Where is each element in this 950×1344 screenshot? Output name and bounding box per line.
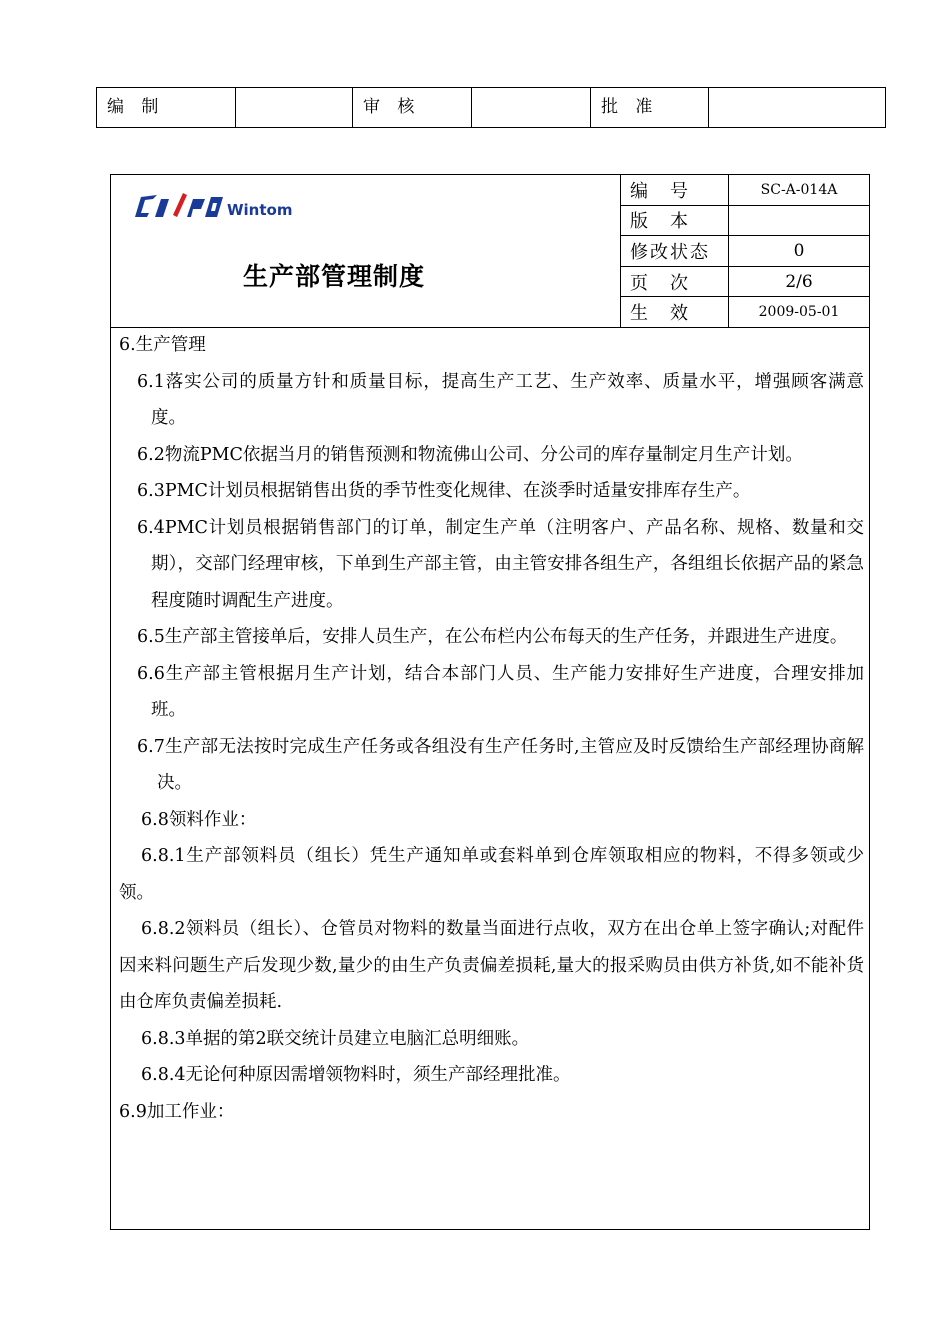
paragraph-6-8-4: 6.8.4无论何种原因需增领物料时，须生产部经理批准。 — [141, 1065, 571, 1085]
paragraph-6-8: 6.8领料作业： — [141, 809, 257, 830]
document-title: 生产部管理制度 — [243, 262, 426, 291]
meta-label-effective: 生 效 — [621, 297, 729, 327]
paragraph-6-8-2: 6.8.2领料员（组长）、仓管员对物料的数量当面进行点收，双方在出仓单上签字确认;对配件因来料问题生产后发现少数,量少的由生产负责偏差损耗,量大的报采购员由供方补货,如不能补货由仓库负责偏差损耗. — [119, 919, 864, 1012]
paragraph-6-8-1: 6.8.1生产部领料员（组长）凭生产通知单或套料单到仓库领取相应的物料，不得多领或少领。 — [119, 846, 864, 903]
approval-table — [96, 87, 886, 128]
approve-label: 批 准 — [591, 88, 709, 128]
meta-label-version: 版 本 — [621, 205, 729, 236]
meta-value-effective: 2009-05-01 — [729, 297, 870, 327]
meta-value-version — [729, 205, 870, 236]
compile-label: 编 制 — [97, 88, 236, 128]
meta-label-number: 编 号 — [621, 175, 729, 205]
meta-label-page: 页 次 — [621, 266, 729, 297]
document-header — [111, 175, 869, 328]
paragraph-6-5: 6.5生产部主管接单后，安排人员生产，在公布栏内公布每天的生产任务，并跟进生产进度。 — [137, 627, 848, 647]
paragraph-6-7: 6.7生产部无法按时完成生产任务或各组没有生产任务时,主管应及时反馈给生产部经理协商解决。 — [137, 736, 864, 793]
company-logo — [127, 187, 307, 227]
document-meta-table — [620, 175, 869, 327]
meta-label-revision: 修改状态 — [621, 236, 729, 267]
meta-value-revision: 0 — [729, 236, 870, 267]
paragraph-6-2: 6.2物流PMC依据当月的销售预测和物流佛山公司、分公司的库存量制定月生产计划。 — [137, 444, 803, 465]
approve-value — [709, 88, 886, 128]
paragraph-6-3: 6.3PMC计划员根据销售出货的季节性变化规律、在淡季时适量安排库存生产。 — [137, 481, 751, 501]
review-label: 审 核 — [353, 88, 472, 128]
paragraph-6-4: 6.4PMC计划员根据销售部门的订单，制定生产单（注明客户、产品名称、规格、数量和交期），交部门经理审核，下单到生产部主管，由主管安排各组生产，各组组长依据产品的紧急程度随时调配生产进度。 — [137, 517, 864, 611]
paragraph-6-9: 6.9加工作业： — [119, 1101, 235, 1122]
paragraph-6-6: 6.6生产部主管根据月生产计划，结合本部门人员、生产能力安排好生产进度，合理安排加班。 — [137, 663, 864, 720]
meta-value-page: 2/6 — [729, 266, 870, 297]
meta-value-number: SC-A-014A — [729, 175, 870, 205]
document-frame — [110, 174, 870, 1230]
logo-text: Wintom — [227, 201, 293, 219]
section-heading: 6.生产管理 — [119, 335, 206, 355]
review-value — [472, 88, 591, 128]
paragraph-6-8-3: 6.8.3单据的第2联交统计员建立电脑汇总明细账。 — [141, 1028, 530, 1049]
paragraph-6-1: 6.1落实公司的质量方针和质量目标，提高生产工艺、生产效率、质量水平，增强顾客满意度。 — [137, 371, 864, 428]
compile-value — [236, 88, 353, 128]
document-body — [119, 327, 864, 1130]
